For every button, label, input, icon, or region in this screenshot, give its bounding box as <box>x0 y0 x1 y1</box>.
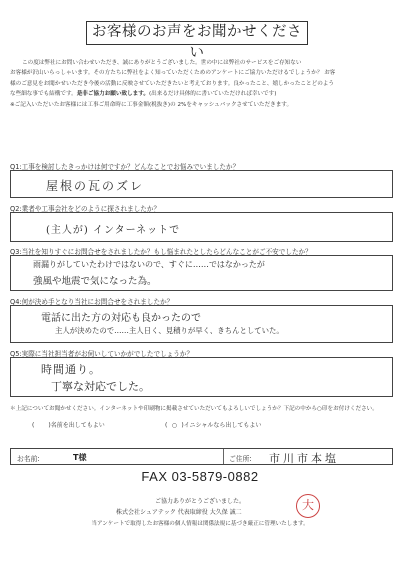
name-value: T様 <box>73 453 87 462</box>
question-5-label: Q5:実際に当社担当者がお伺いしていかがでしたでしょうか？ <box>10 350 194 358</box>
intro-line-1: この度は弊社にお問い合わせいただき、誠にありがとうございました。世の中には弊社のサービスをご存知ない <box>22 60 302 66</box>
question-2-answer-box <box>10 212 393 242</box>
thanks-message: ご協力ありがとうございました。 <box>154 498 245 505</box>
question-1-answer-line-1: 屋根の瓦のズレ <box>46 179 145 193</box>
publish-permission-note: ＊上記についてお聞かせください。インターネットや印刷物に掲載させていただいてもよろしいでしょうか？下記の中から○印をお付けください。 <box>10 406 378 412</box>
intro-line-4-emphasis: 是非ご協力お願い致します。 <box>76 91 149 98</box>
question-5-answer-line-2: 丁寧な対応でした。 <box>51 380 150 393</box>
question-4-answer-box <box>10 305 393 343</box>
question-3-answer-box <box>10 255 393 291</box>
intro-line-4 <box>10 89 395 99</box>
intro-line-4-text: な些細な事でも結構です。 <box>10 91 77 98</box>
choice-initial-ok-mark: ○ <box>171 422 177 429</box>
intro-line-4-note: (出来るだけ具体的に書いていただければ幸いです) <box>148 91 277 98</box>
choice-name-ok[interactable]: ( )名前を出してもよい <box>32 422 105 429</box>
question-1-answer-box <box>10 170 393 198</box>
question-4-answer-line-1: 電話に出た方の対応も良かったので <box>41 313 201 324</box>
question-3-answer-line-2: 強風や地震で気になった為。 <box>33 276 157 287</box>
name-label: お名前: <box>17 455 40 463</box>
customer-info-divider <box>223 449 224 464</box>
address-label: ご住所: <box>229 455 252 463</box>
question-3-answer-line-1: 雨漏りがしていたわけではないので、すぐに……ではなかったが <box>33 260 265 269</box>
question-3-label: Q3:当社を知りすぐにお問合せをされましたか？もし悩まれたとしたらどんなことがご不安でしたか？ <box>10 248 312 256</box>
intro-line-5: ※ご記入いただいたお客様には工事ご用命時に工事金額(税抜き)の 2%をキャッシュバックさせていただきます。 <box>10 101 293 108</box>
question-5-answer-line-1: 時間通り。 <box>41 363 101 376</box>
question-2-answer-line-1: (主人が) インターネットで <box>46 225 181 236</box>
intro-line-2: お客様が沢山いらっしゃいます。その方たちに弊社をよく知っていただくためのアンケートにご協力いただけるでしょうか？ お客 <box>10 70 336 77</box>
company-seal: 大 <box>296 494 320 518</box>
question-2-label: Q2:業者や工事会社をどのように探されましたか？ <box>10 205 161 213</box>
intro-line-3: 様のご意見をお聞かせいただき今後の活動に反映させていただきたいと考えております。良かったこと、嬉しかったことどのよう <box>10 80 334 87</box>
choice-initial-ok[interactable]: ( ○ )イニシャルなら出してもよい <box>165 422 262 429</box>
question-1-label: Q1:工事を検討したきっかけは何ですか？どんなことでお悩みでいましたか？ <box>10 163 240 171</box>
question-4-label: Q4:何が決め手となり当社にお問合せをされましたか？ <box>10 298 174 306</box>
privacy-footer: 当アンケートで取得したお客様の個人情報は関係法規に基づき厳正に管理いたします。 <box>91 521 309 527</box>
address-value: 市川市本塩 <box>269 452 339 465</box>
choice-name-ok-label: 名前を出してもよい <box>50 422 105 429</box>
question-4-answer-line-2: 主人が決めたので……主人日く、見積りが早く、きちんとしていた。 <box>55 326 284 335</box>
choice-initial-ok-label: イニシャルなら出してもよい <box>183 422 262 429</box>
fax-number: FAX 03-5879-0882 <box>141 469 259 484</box>
survey-title: お客様のお声をお聞かせください <box>86 21 308 45</box>
company-signature: 株式会社シュアテック 代表取締役 大久保 誠二 <box>116 509 242 516</box>
customer-info-box <box>10 448 393 465</box>
question-5-answer-box <box>10 357 393 397</box>
intro-text <box>10 58 395 110</box>
